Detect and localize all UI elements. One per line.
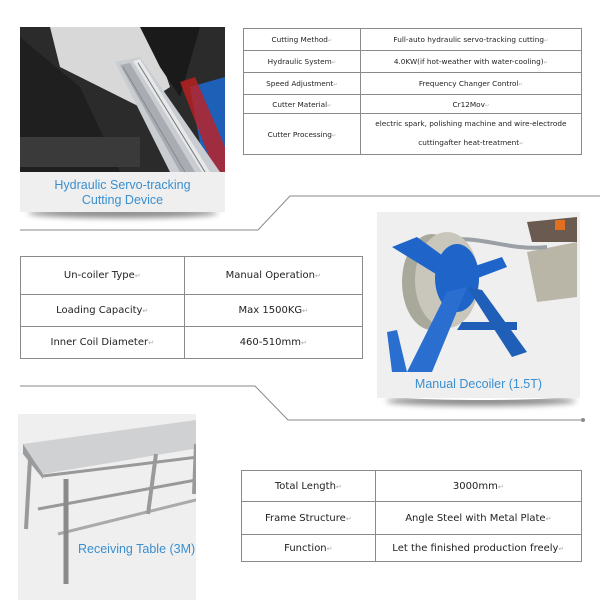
decoiler-photo [377,212,580,372]
spec-value-line: electric spark, polishing machine and wire-electrode [375,119,567,128]
spec-label: Cutting Method↵ [244,29,361,51]
cutting-device-photo [20,27,225,172]
table-row [242,471,582,502]
table-row [242,502,582,535]
spec-label: Speed Adjustment↵ [244,73,361,95]
receiving-table-photo [18,414,196,600]
spec-value: Manual Operation↵ [184,257,362,295]
spec-label: Total Length↵ [242,471,376,502]
table-row [244,29,582,51]
decoiler-card [377,212,580,398]
table-row [244,51,582,73]
spec-value: 3000mm↵ [375,471,581,502]
receiving-table-spec-table [241,470,582,562]
spec-value: Cr12Mov↵ [360,95,581,114]
cutting-device-image [20,27,225,172]
caption-text: Receiving Table (3M) [78,542,196,556]
spec-value: Max 1500KG↵ [184,295,362,327]
spec-label: Inner Coil Diameter↵ [21,327,185,359]
cutting-device-card [20,27,225,212]
table-row [21,327,363,359]
spec-label: Cutter Processing↵ [244,114,361,155]
spec-value: 460-510mm↵ [184,327,362,359]
caption-line: Cutting Device [81,193,164,207]
receiving-table-card [18,414,196,600]
spec-label: Function↵ [242,535,376,562]
spec-value: Full-auto hydraulic servo-tracking cutting↵ [360,29,581,51]
spec-label: Cutter Material↵ [244,95,361,114]
spec-value [360,114,581,155]
divider-end-dot [581,418,585,422]
table-row [244,114,582,155]
caption-line: Hydraulic Servo-tracking [54,178,191,192]
table-row [244,73,582,95]
caption-text: Manual Decoiler (1.5T) [414,377,543,391]
spec-value: Frequency Changer Control↵ [360,73,581,95]
decoiler-spec-table [20,256,363,359]
spec-label: Un-coiler Type↵ [21,257,185,295]
table-row [21,295,363,327]
receiving-table-caption [78,542,216,557]
spec-value: 4.0KW(if hot-weather with water-cooling)↵ [360,51,581,73]
spec-value-line: cuttingafter heat-treatment↵ [418,138,524,147]
spec-label: Loading Capacity↵ [21,295,185,327]
spec-label: Hydraulic System↵ [244,51,361,73]
table-row [244,95,582,114]
spec-label: Frame Structure↵ [242,502,376,535]
table-row [21,257,363,295]
spec-value: Angle Steel with Metal Plate↵ [375,502,581,535]
cutting-spec-table [243,28,582,155]
decoiler-image [377,212,580,372]
table-row [242,535,582,562]
spec-value: Let the finished production freely↵ [375,535,581,562]
receiving-table-image [18,414,196,600]
